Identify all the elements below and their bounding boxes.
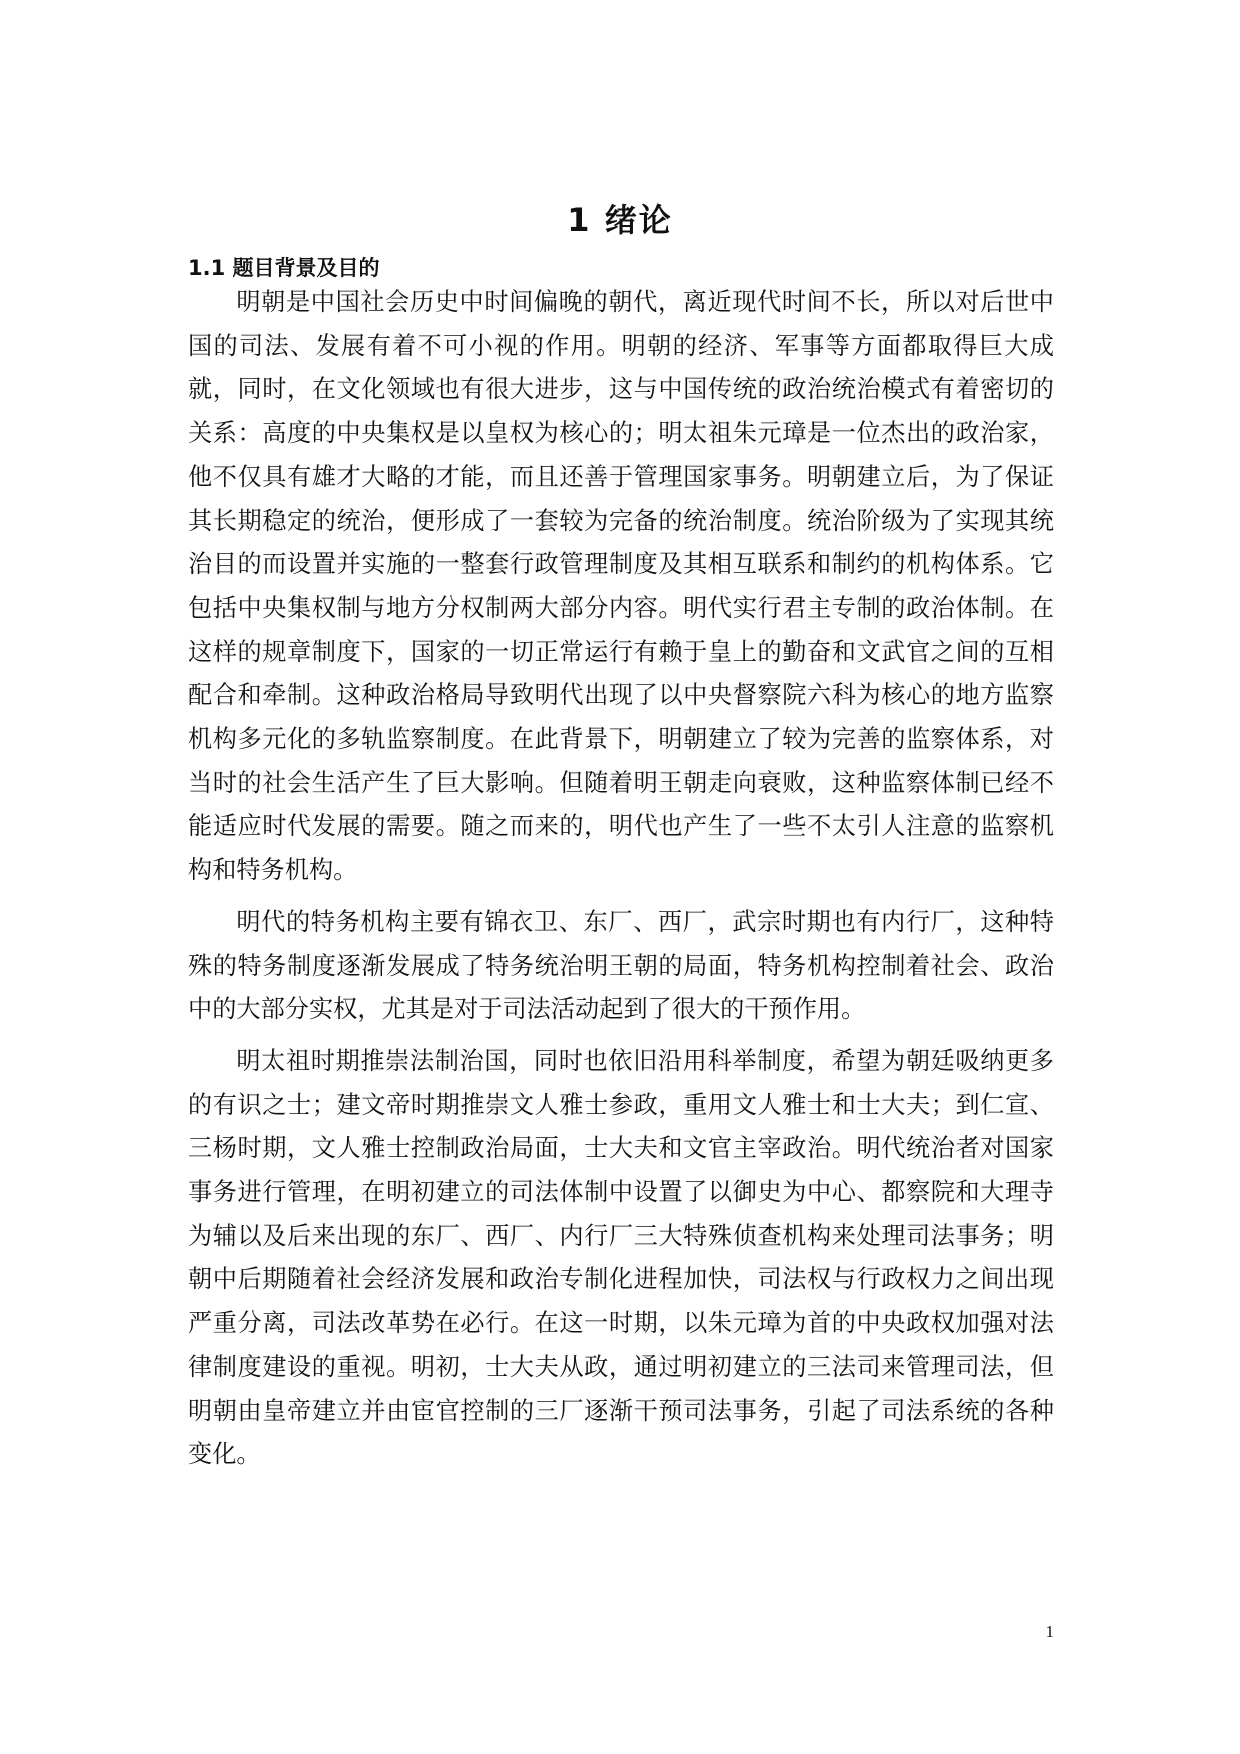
paragraph-secret-agencies: 明代的特务机构主要有锦衣卫、东厂、西厂，武宗时期也有内行厂，这种特殊的特务制度逐渐发展成了特务统治明王朝的局面，特务机构控制着社会、政治中的大部分实权，尤其是对于司法活动起到了很大的干预作用。 [188, 907, 1054, 1024]
body-text [188, 281, 1054, 1477]
paragraph-background: 明朝是中国社会历史中时间偏晚的朝代，离近现代时间不长，所以对后世中国的司法、发展有着不可小视的作用。明朝的经济、军事等方面都取得巨大成就，同时，在文化领域也有很大进步，这与中国传统的政治统治模式有着密切的关系：高度的中央集权是以皇权为核心的；明太祖朱元璋是一位杰出的政治家，他不仅具有雄才大略的才能，而且还善于管理国家事务。明朝建立后，为了保证其长期稳定的统治，便形成了一套较为完备的统治制度。统治阶级为了实现其统治目的而设置并实施的一整套行政管理制度及其相互联系和制约的机构体系。它包括中央集权制与地方分权制两大部分内容。明代实行君主专制的政治体制。在这样的规章制度下，国家的一切正常运行有赖于皇上的勤奋和文武官之间的互相配合和牵制。这种政治格局导致明代出现了以中央督察院六科为核心的地方监察机构多元化的多轨监察制度。在此背景下，明朝建立了较为完善的监察体系，对当时的社会生活产生了巨大影响。但随着明王朝走向衰败，这种监察体制已经不能适应时代发展的需要。随之而来的，明代也产生了一些不太引人注意的监察机构和特务机构。 [188, 288, 1054, 885]
paragraph-judicial-system: 明太祖时期推崇法制治国，同时也依旧沿用科举制度，希望为朝廷吸纳更多的有识之士；建文帝时期推崇文人雅士参政，重用文人雅士和士大夫；到仁宣、三杨时期，文人雅士控制政治局面，士大夫和文官主宰政治。明代统治者对国家事务进行管理，在明初建立的司法体制中设置了以御史为中心、都察院和大理寺为辅以及后来出现的东厂、西厂、内行厂三大特殊侦查机构来处理司法事务；明朝中后期随着社会经济发展和政治专制化进程加快，司法权与行政权力之间出现严重分离，司法改革势在必行。在这一时期，以朱元璋为首的中央政权加强对法律制度建设的重视。明初，士大夫从政，通过明初建立的三法司来管理司法，但明朝由皇帝建立并由宦官控制的三厂逐渐干预司法事务，引起了司法系统的各种变化。 [188, 1046, 1054, 1469]
page-number: 1 [1045, 1622, 1054, 1641]
chapter-title: 1 绪论 [567, 201, 673, 239]
section-heading: 1.1 题目背景及目的 [188, 256, 380, 280]
